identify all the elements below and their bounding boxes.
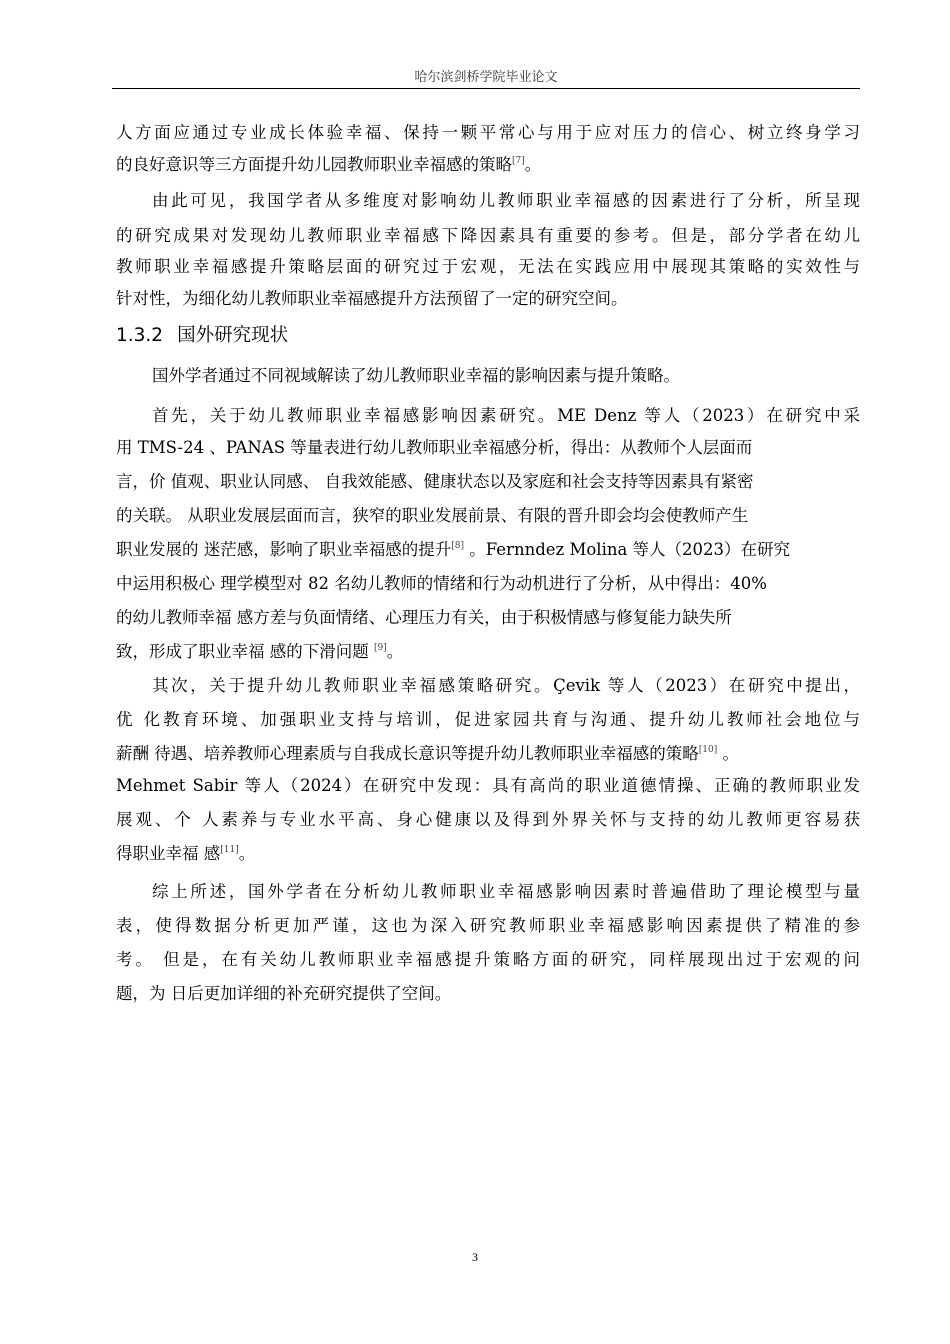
citation-ref: [8] [451,541,464,551]
text-line: 的良好意识等三方面提升幼儿园教师职业幸福感的策略[7]。 [116,155,542,174]
text-line: 针对性，为细化幼儿教师职业幸福感提升方法预留了一定的研究空间。 [116,289,628,308]
text-line: 教师职业幸福感提升策略层面的研究过于宏观，无法在实践应用中展现其策略的实效性与 [116,257,860,276]
text-line: 薪酬 待遇、培养教师心理素质与自我成长意识等提升幼儿教师职业幸福感的策略[10] 。 [116,744,739,763]
text-line: 综上所述，国外学者在分析幼儿教师职业幸福感影响因素时普遍借助了理论模型与量 [152,882,860,901]
text-line: 国外学者通过不同视域解读了幼儿教师职业幸福的影响因素与提升策略。 [152,366,680,385]
text-line: 职业发展的 迷茫感，影响了职业幸福感的提升[8] 。Fernndez Molina 等人（2023）在研究 [116,540,791,559]
text-line: 首先，关于幼儿教师职业幸福感影响因素研究。ME Denz 等人（2023）在研究中采 [152,406,860,425]
text-line: 考。 但是，在有关幼儿教师职业幸福感提升策略方面的研究，同样展现出过于宏观的问 [116,950,860,969]
running-header: 哈尔滨剑桥学院毕业论文 [414,70,558,85]
text-line: 展观、个 人素养与专业水平高、身心健康以及得到外界关怀与支持的幼儿教师更容易获 [116,810,860,829]
text-line: Mehmet Sabir 等人（2024）在研究中发现：具有高尚的职业道德情操、正确的教师职业发 [116,776,860,795]
text-line: 中运用积极心 理学模型对 82 名幼儿教师的情绪和行为动机进行了分析，从中得出：40% [116,574,767,593]
text-line: 言，价 值观、职业认同感、 自我效能感、健康状态以及家庭和社会支持等因素具有紧密 [116,472,754,491]
citation-ref: [7] [512,156,525,166]
text-line: 的研究成果对发现幼儿教师职业幸福感下降因素具有重要的参考。但是，部分学者在幼儿 [116,226,860,245]
text-line: 的关联。 从职业发展层面而言，狭窄的职业发展前景、有限的晋升即会均会使教师产生 [116,506,749,525]
citation-ref: [9] [374,643,387,653]
section-number: 1.3.2 [116,325,164,346]
header-divider [112,88,860,89]
text-line: 用 TMS-24 、PANAS 等量表进行幼儿教师职业幸福感分析，得出：从教师个人层面而 [116,438,753,457]
page-number: 3 [472,1250,478,1264]
text-line: 得职业幸福 感[11]。 [116,844,256,863]
text-line: 由此可见，我国学者从多维度对影响幼儿教师职业幸福感的因素进行了分析，所呈现 [152,191,860,210]
text-line: 的幼儿教师幸福 感方差与负面情绪、心理压力有关，由于积极情感与修复能力缺失所 [116,608,732,627]
text-line: 表，使得数据分析更加严谨，这也为深入研究教师职业幸福感影响因素提供了精准的参 [116,916,860,935]
citation-ref: [10] [698,745,718,755]
section-title: 国外研究现状 [177,325,289,346]
text-line: 题，为 日后更加详细的补充研究提供了空间。 [116,984,452,1003]
text-line: 优 化教育环境、加强职业支持与培训，促进家园共育与沟通、提升幼儿教师社会地位与 [116,710,860,729]
section-heading [116,327,288,346]
citation-ref: [11] [220,845,239,855]
text-line: 人方面应通过专业成长体验幸福、保持一颗平常心与用于应对压力的信心、树立终身学习 [116,123,860,142]
text-line: 其次，关于提升幼儿教师职业幸福感策略研究。Çevik 等人（2023）在研究中提出， [152,676,860,695]
text-line: 致，形成了职业幸福 感的下滑问题 [9]。 [116,642,404,661]
